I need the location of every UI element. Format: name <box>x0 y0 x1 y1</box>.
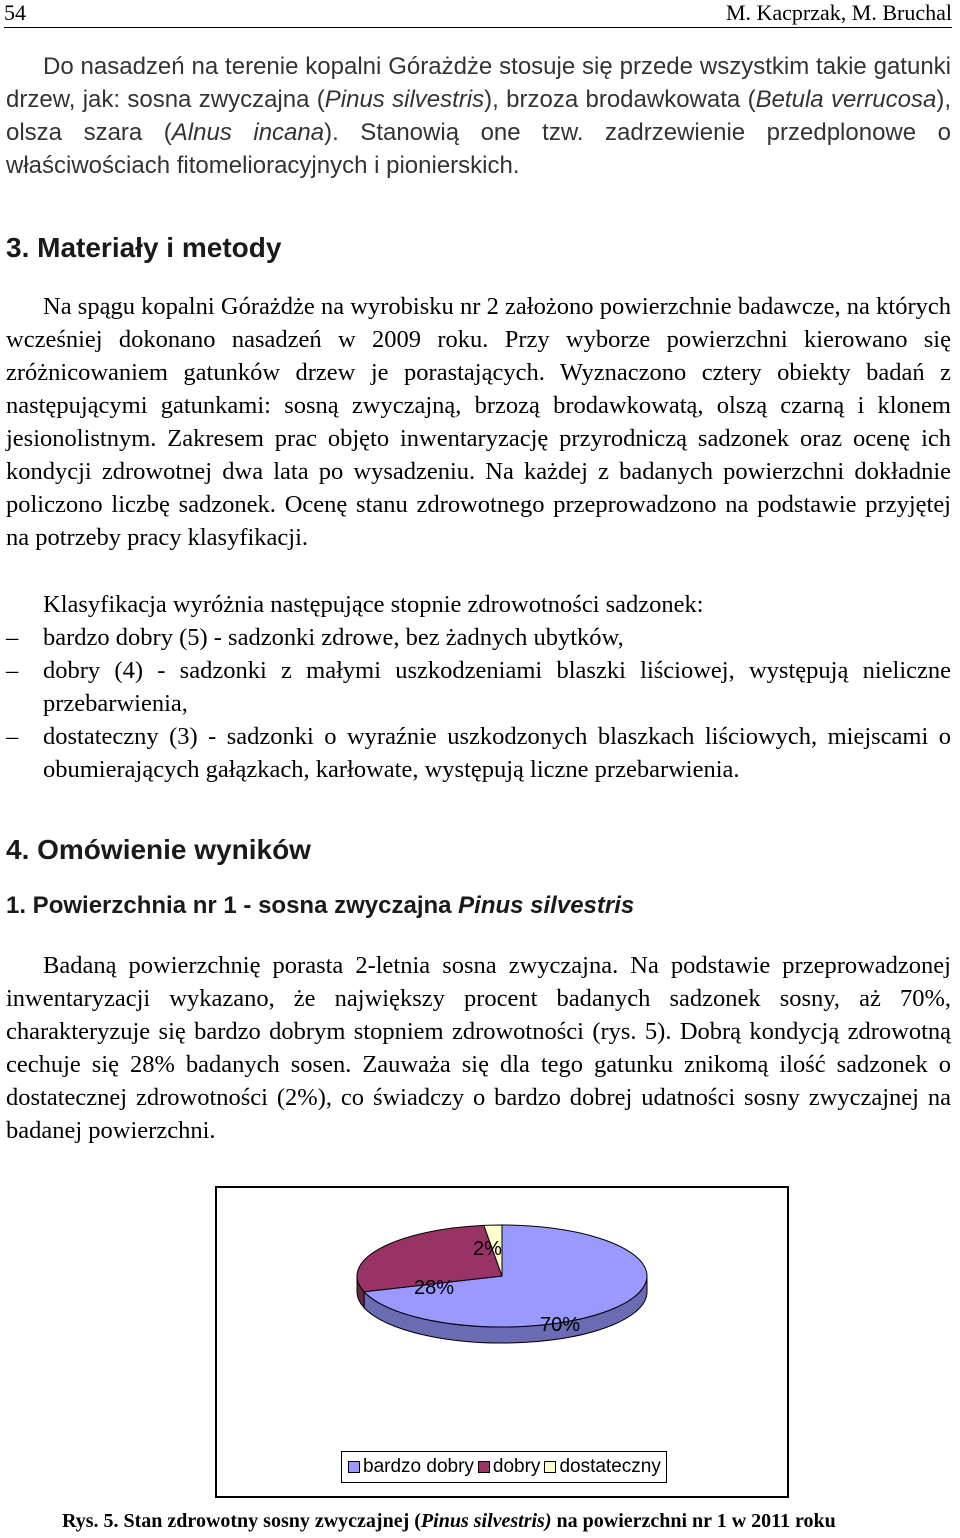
section-heading: 3. Materiały i metody <box>6 232 282 263</box>
list-item-text: dobry (4) - sadzonki z małymi uszkodzeniami blaszki liściowej, występują nieliczne przebarwienia, <box>43 657 951 717</box>
pie-chart-svg <box>217 1188 787 1496</box>
legend-item <box>544 1456 660 1478</box>
species-name: Pinus silvestris <box>324 86 485 113</box>
list-item <box>6 654 951 720</box>
subsection-heading <box>6 892 634 920</box>
data-label: 2% <box>473 1238 502 1260</box>
page-number: 54 <box>4 0 26 25</box>
pie-chart <box>215 1186 789 1498</box>
intro-paragraph <box>6 50 951 182</box>
legend-swatch <box>478 1461 490 1473</box>
list-item <box>6 720 951 786</box>
caption-text: Rys. 5. Stan zdrowotny sosny zwyczajnej ( <box>62 1510 421 1532</box>
data-label: 70% <box>540 1314 581 1336</box>
chart-legend <box>341 1451 667 1483</box>
intro-text: ), brzoza brodawkowata ( <box>484 86 756 113</box>
list-item <box>6 621 951 654</box>
caption-text: na powierzchni nr 1 w 2011 roku <box>551 1510 836 1532</box>
data-label: 28% <box>414 1277 455 1299</box>
species-name: Alnus incana <box>171 119 325 146</box>
legend-label: dostateczny <box>559 1456 661 1477</box>
list-dash: – <box>6 657 19 684</box>
caption-species: Pinus silvestris) <box>420 1510 552 1532</box>
classification-list <box>6 621 951 786</box>
legend-item <box>478 1456 541 1478</box>
figure-caption <box>62 1510 902 1533</box>
legend-swatch <box>544 1461 556 1473</box>
list-dash: – <box>6 723 19 750</box>
classification-intro: Klasyfikacja wyróżnia następujące stopnie zdrowotności sadzonek: <box>43 591 704 618</box>
species-name: Pinus silvestris <box>458 892 635 919</box>
intro-text: ), olsza szara ( <box>6 86 952 146</box>
section-heading: 4. Omówienie wyników <box>6 834 311 865</box>
page-header <box>4 0 952 28</box>
species-name: Betula verrucosa <box>755 86 937 113</box>
list-item-text: bardzo dobry (5) - sadzonki zdrowe, bez żadnych ubytków, <box>43 624 624 651</box>
subsection-title-text: 1. Powierzchnia nr 1 - sosna zwyczajna <box>6 892 459 919</box>
legend-label: dobry <box>492 1456 541 1477</box>
methods-paragraph: Na spągu kopalni Górażdże na wyrobisku nr 2 założono powierzchnie badawcze, na których wcześniej dokonano nasadzeń w 2009 roku. Przy wyborze powierzchni kierowano się zróżnicowaniem gatunków drzew je porastających. Wyznaczono cztery obiekty badań z następującymi gatunkami: sosną zwyczajną, brzozą brodawkowatą, olszą czarną i klonem jesionolistnym. Zakresem prac objęto inwentaryzację przyrodniczą sadzonek oraz ocenę ich kondycji zdrowotnej dwa lata po wysadzeniu. Na każdej z badanych powierzchni dokładnie policzono liczbę sadzonek. Ocenę stanu zdrowotnego przeprowadzono na podstawie przyjętej na potrzeby pracy klasyfikacji. <box>6 293 951 551</box>
intro-text: ). Stanowią one tzw. zadrzewienie przedplonowe o właściwościach fitomelioracyjnych i pionierskich. <box>6 119 951 179</box>
legend-label: bardzo dobry <box>363 1456 474 1477</box>
results-paragraph: Badaną powierzchnię porasta 2-letnia sosna zwyczajna. Na podstawie przeprowadzonej inwentaryzacji wykazano, że największy procent badanych sadzonek sosny, aż 70%, charakteryzuje się bardzo dobrym stopniem zdrowotności (rys. 5). Dobrą kondycją zdrowotną cechuje się 28% badanych sosen. Zauważa się dla tego gatunku znikomą ilość sadzonek o dostatecznej zdrowotności (2%), co świadczy o bardzo dobrej udatności sosny zwyczajnej na badanej powierzchni. <box>6 952 951 1144</box>
list-item-text: dostateczny (3) - sadzonki o wyraźnie uszkodzonych blaszkach liściowych, miejscami o obumierających gałązkach, karłowate, występują liczne przebarwienia. <box>43 723 951 783</box>
legend-swatch <box>348 1461 360 1473</box>
legend-item <box>348 1456 474 1478</box>
running-authors: M. Kacprzak, M. Bruchal <box>725 0 952 25</box>
list-dash: – <box>6 624 19 651</box>
intro-text: Do nasadzeń na terenie kopalni Górażdże stosuje się przede wszystkim takie gatunki drzew, jak: sosna zwyczajna ( <box>6 53 951 113</box>
